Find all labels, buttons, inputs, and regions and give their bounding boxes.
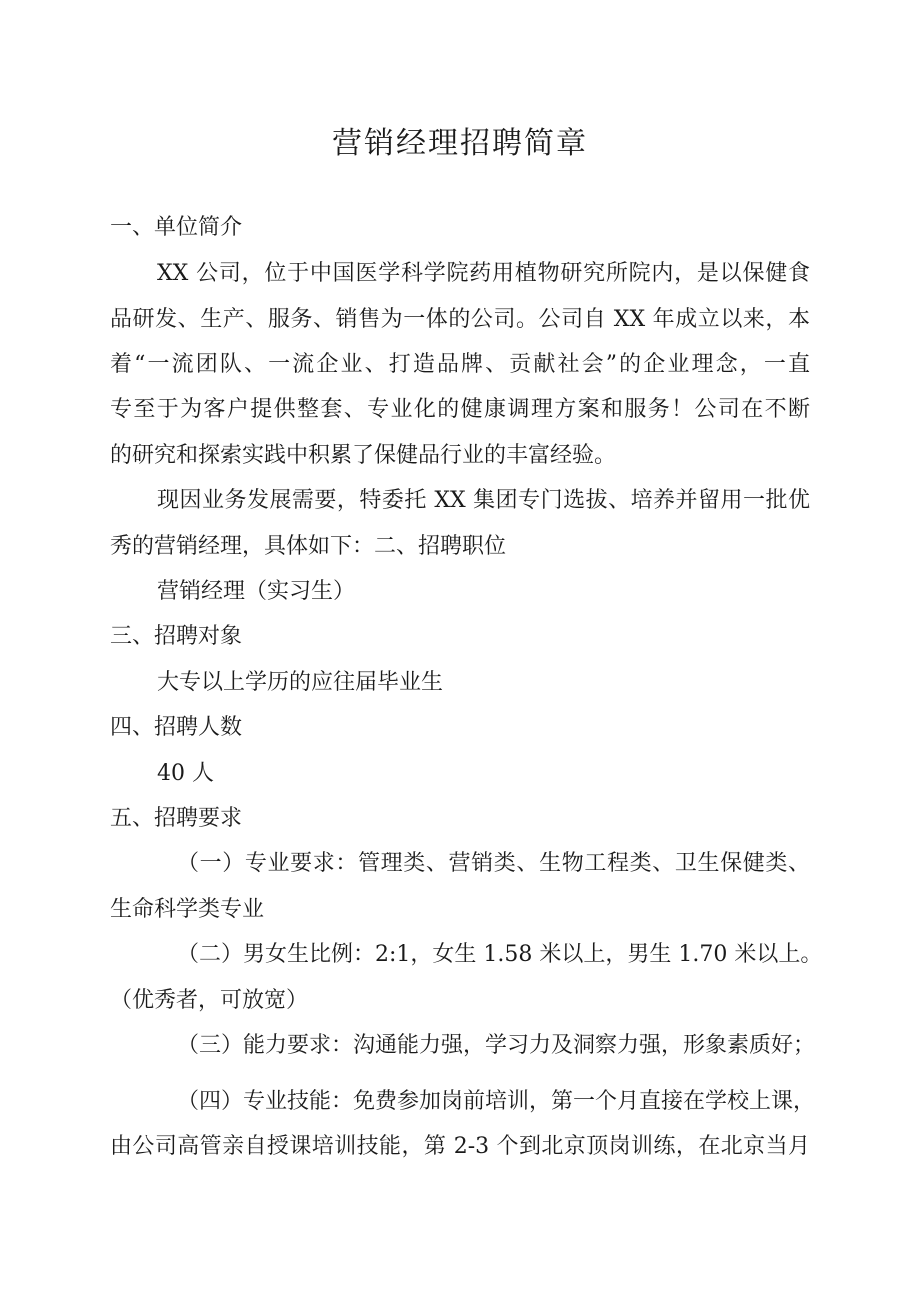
paragraph-line: 秀的营销经理，具体如下：二、招聘职位 — [110, 534, 507, 559]
paragraph-line: 现因业务发展需要，特委托 XX 集团专门选拔、培养并留用一批优 — [157, 488, 810, 513]
requirement-line: （三）能力要求：沟通能力强，学习力及洞察力强，形象素质好； — [177, 1033, 816, 1058]
requirement-line: （四）专业技能：免费参加岗前培训，第一个月直接在学校上课， — [177, 1089, 816, 1114]
section-heading-company-intro: 一、单位简介 — [110, 215, 243, 240]
headcount-text: 40 人 — [157, 761, 214, 786]
document-title: 营销经理招聘简章 — [332, 126, 588, 161]
requirement-line: 由公司高管亲自授课培训技能，第 2-3 个到北京顶岗训练，在北京当月 — [110, 1134, 810, 1159]
section-heading-target: 三、招聘对象 — [110, 624, 243, 649]
paragraph-line: 品研发、生产、服务、销售为一体的公司。公司自 XX 年成立以来，本 — [110, 307, 810, 332]
requirement-line: （优秀者，可放宽） — [110, 988, 309, 1013]
target-text: 大专以上学历的应往届毕业生 — [157, 670, 444, 695]
position-name: 营销经理（实习生） — [157, 579, 356, 604]
paragraph-line: 专至于为客户提供整套、专业化的健康调理方案和服务！公司在不断 — [110, 397, 810, 422]
requirement-line: 生命科学类专业 — [110, 897, 265, 922]
section-heading-headcount: 四、招聘人数 — [110, 715, 243, 740]
section-heading-requirements: 五、招聘要求 — [110, 806, 243, 831]
paragraph-line: XX 公司，位于中国医学科学院药用植物研究所院内，是以保健食 — [157, 261, 810, 286]
paragraph-line: 的研究和探索实践中积累了保健品行业的丰富经验。 — [110, 443, 617, 468]
requirement-line: （一）专业要求：管理类、营销类、生物工程类、卫生保健类、 — [177, 851, 810, 876]
requirement-line: （二）男女生比例：2:1，女生 1.58 米以上，男生 1.70 米以上。 — [177, 942, 823, 967]
paragraph-line: 着“一流团队、一流企业、打造品牌、贡献社会”的企业理念，一直 — [110, 352, 810, 377]
